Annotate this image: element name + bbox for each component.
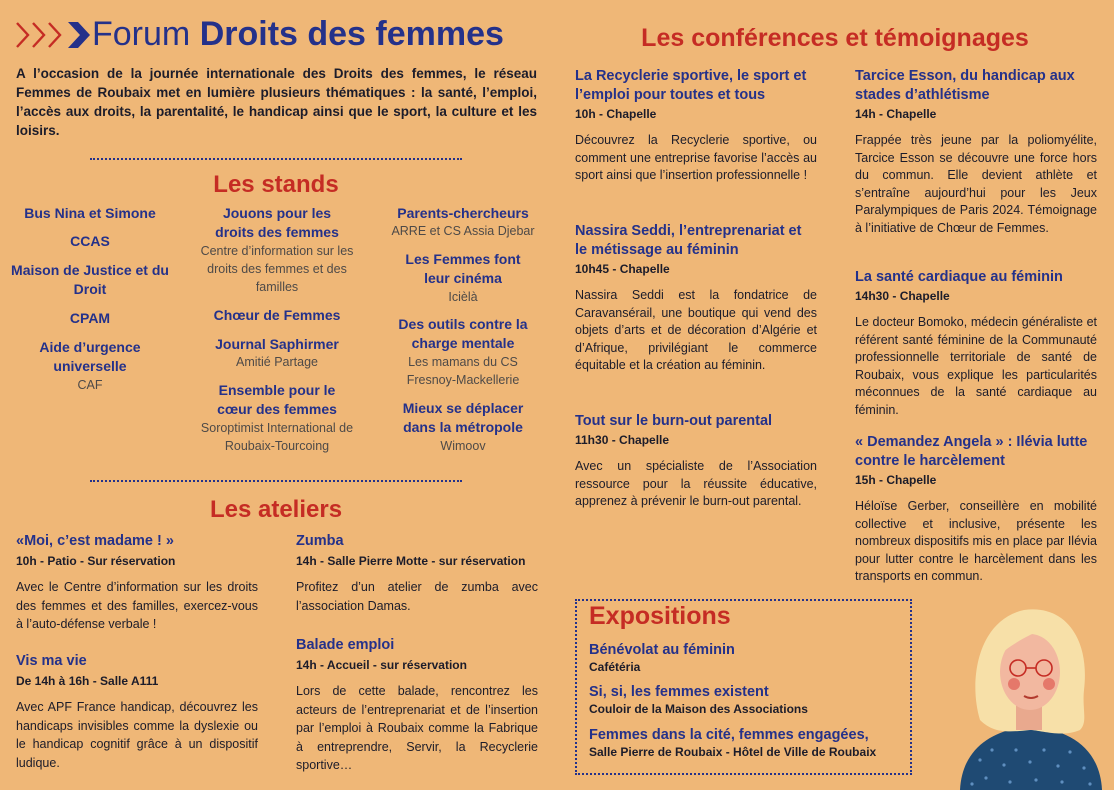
conference-item: La Recyclerie sportive, le sport et l’emploi pour toutes et tous 10h - Chapelle Découvrez la Recyclerie sportive, ou comment une entreprise favorise l’accès au sport ainsi que l’insertion professionnelle !: [575, 68, 817, 182]
conference-item: « Demandez Angela » : Ilévia lutte contre le harcèlement 15h - Chapelle Héloïse Gerber, conseillère en mobilité collective et inclusive, présente les nombreux dispositifs mis en place par Ilévia pour lutter contre le harcèlement dans les transports en commun.: [855, 434, 1097, 583]
intro-text: A l’occasion de la journée internationale des Droits des femmes, le réseau Femmes de Roubaix met en lumière plusieurs thématiques : la santé, l’emploi, l’accès aux droits, la parentalité, le handicap ainsi que le sport, la culture et les loisirs.: [16, 66, 537, 138]
woman-illustration: [950, 600, 1110, 790]
exposition-item: Femmes dans la cité, femmes engagées, Salle Pierre de Roubaix - Hôtel de Ville de Roubaix: [589, 727, 877, 759]
stand-item: Des outils contre la charge mentale Les mamans du CS Fresnoy-Mackellerie: [398, 316, 528, 387]
divider: [90, 480, 462, 482]
stands-title: Les stands: [213, 171, 339, 198]
stand-item: Ensemble pour le cœur des femmes Soroptimist International de Roubaix-Tourcoing: [200, 382, 354, 453]
stand-item: Bus Nina et Simone: [24, 205, 156, 221]
stand-item: CPAM: [69, 310, 111, 326]
stand-item: Chœur de Femmes: [213, 307, 341, 323]
stand-item: Les Femmes font leur cinéma Icièlà: [405, 251, 521, 304]
atelier-item: Balade emploi 14h - Accueil - sur réservation Lors de cette balade, rencontrez les acteurs de l’entreprenariat et de l’insertion par l’emploi à Roubaix comme la Fabrique à entreprendre, Servir, la Recyclerie sportive…: [296, 637, 538, 772]
expositions-box: [575, 599, 912, 775]
conference-item: Nassira Seddi, l’entreprenariat et le métissage au féminin 10h45 - Chapelle Nassira Seddi est la fondatrice de Caravansérail, une boutique qui vend des objets d’arts et de décoration d’Algérie et d’Afrique, privilégiant le commerce équitable et la création au féminin.: [575, 223, 817, 372]
stand-item: Journal Saphirmer Amitié Partage: [215, 336, 339, 369]
exposition-item: Bénévolat au féminin Cafétéria: [589, 642, 735, 674]
exposition-item: Si, si, les femmes existent Couloir de la Maison des Associations: [589, 684, 808, 716]
stand-item: Aide d’urgence universelle CAF: [39, 339, 141, 392]
stand-item: Jouons pour les droits des femmes Centre d’information sur les droits des femmes et des familles: [200, 205, 354, 294]
stand-item: CCAS: [70, 233, 110, 249]
atelier-item: «Moi, c’est madame ! » 10h - Patio - Sur réservation Avec le Centre d’information sur les droits des femmes et des familles, exercez-vous à l’auto-défense verbale !: [16, 533, 258, 631]
conference-item: Tout sur le burn-out parental 11h30 - Chapelle Avec un spécialiste de l’Association ressource pour la réussite éducative, apprenez à prévenir le burn-out parental.: [575, 413, 817, 508]
expositions-title: Expositions: [589, 602, 731, 630]
ateliers-title: Les ateliers: [209, 496, 343, 523]
stand-item: Parents-chercheurs ARRE et CS Assia Djebar: [391, 205, 535, 238]
page-title: Forum Droits des femmes: [92, 15, 504, 53]
conference-item: Tarcice Esson, du handicap aux stades d’athlétisme 14h - Chapelle Frappée très jeune par la poliomyélite, Tarcice Esson se découvre une force hors du commun. Elle devient athlète et s’entraîne aujourd’hui pour les Jeux Paralympiques de Paris 2024. Témoignage à l’initiative de Chœur de Femmes.: [855, 68, 1097, 235]
conferences-title: Les conférences et témoignages: [641, 24, 1029, 52]
stand-item: Mieux se déplacer dans la métropole Wimoov: [402, 400, 524, 453]
divider: [90, 158, 462, 160]
chevron-arrows-icon: [14, 18, 94, 52]
atelier-item: Vis ma vie De 14h à 16h - Salle A111 Avec APF France handicap, découvrez les handicaps invisibles comme la dyslexie ou le handicap cognitif grâce à un dispositif ludique.: [16, 653, 258, 770]
conference-item: La santé cardiaque au féminin 14h30 - Chapelle Le docteur Bomoko, médecin généraliste et référent santé féminine de la Communauté professionnelle territoriale de santé de Roubaix, vous explique les particularités méconnues de la santé cardiaque au féminin.: [855, 269, 1097, 417]
stand-item: Maison de Justice et du Droit: [11, 262, 169, 297]
atelier-item: Zumba 14h - Salle Pierre Motte - sur réservation Profitez d’un atelier de zumba avec l’association Damas.: [296, 533, 538, 613]
